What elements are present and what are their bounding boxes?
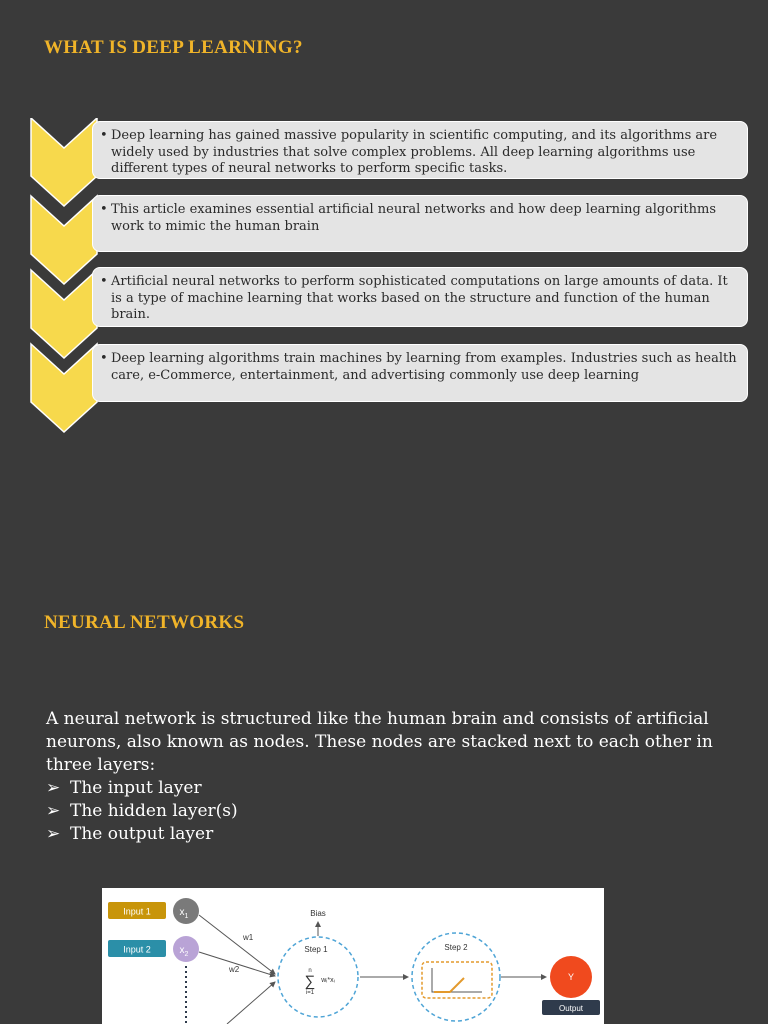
w2-label: w2 — [229, 965, 240, 974]
list-item-text: The input layer — [70, 778, 202, 798]
list-item-text: The hidden layer(s) — [70, 801, 238, 821]
bullet-marker: • — [100, 351, 108, 366]
chevron-arrow-stack — [30, 118, 100, 438]
bullet-card — [92, 267, 748, 327]
section-title-deep-learning: WHAT IS DEEP LEARNING? — [44, 37, 303, 58]
x2-node-subscript: 2 — [184, 951, 189, 958]
bullet-card — [92, 121, 748, 179]
list-item — [46, 777, 736, 800]
x1-node-subscript: 1 — [184, 913, 189, 920]
bias-label: Bias — [310, 909, 326, 918]
arrow-bullet-icon: ➢ — [46, 778, 61, 798]
bullet-marker: • — [100, 128, 108, 143]
arrow-bullet-icon: ➢ — [46, 801, 61, 821]
sum-bottom: i=1 — [305, 990, 315, 996]
sum-symbol: ∑ — [304, 973, 316, 990]
extra-connection — [227, 982, 275, 1024]
w1-label: w1 — [243, 933, 254, 942]
neural-network-description — [46, 708, 736, 846]
bullet-card-text: Deep learning has gained massive popularity in scientific computing, and its algorithms are widely used by industries that solve complex problems. All deep learning algorithms use different types of neural networks to perform specific tasks. — [111, 128, 718, 176]
x1-node-label: x — [179, 907, 185, 918]
step2-label: Step 2 — [444, 943, 468, 952]
bullet-card-text: Artificial neural networks to perform sophisticated computations on large amounts of data. It is a type of machine learning that works based on the structure and function of the human brain. — [111, 274, 728, 322]
bullet-marker: • — [100, 202, 108, 217]
bullet-card — [92, 195, 748, 252]
bullet-card-text: This article examines essential artificial neural networks and how deep learning algorithms work to mimic the human brain — [111, 202, 716, 234]
chevron-1 — [31, 118, 97, 206]
layer-list — [46, 777, 736, 846]
list-item-text: The output layer — [70, 824, 214, 844]
input1-label: Input 1 — [123, 906, 151, 917]
output-label: Output — [558, 1004, 584, 1013]
list-item — [46, 823, 736, 846]
x2-node — [173, 936, 199, 962]
input2-label: Input 2 — [123, 944, 151, 955]
bullet-card — [92, 344, 748, 402]
sum-term: wᵢ*xᵢ — [321, 977, 335, 984]
section-title-neural-networks: NEURAL NETWORKS — [44, 612, 245, 633]
activation-axes — [432, 968, 482, 992]
neural-network-diagram — [102, 888, 604, 1024]
chevron-2 — [31, 196, 97, 284]
output-node-label: Y — [567, 972, 575, 982]
x2-node-label: x — [179, 945, 185, 956]
activation-curve-icon — [434, 978, 464, 992]
step1-label: Step 1 — [304, 945, 328, 954]
list-item — [46, 800, 736, 823]
x1-node — [173, 898, 199, 924]
arrow-bullet-icon: ➢ — [46, 824, 61, 844]
bullet-card-text: Deep learning algorithms train machines by learning from examples. Industries such as health care, e-Commerce, entertainment, and advertising commonly use deep learning — [111, 351, 737, 383]
sum-top: n — [308, 968, 312, 974]
bullet-marker: • — [100, 274, 108, 289]
description-paragraph: A neural network is structured like the human brain and consists of artificial neurons, also known as nodes. These nodes are stacked next to each other in three layers: — [46, 709, 713, 775]
